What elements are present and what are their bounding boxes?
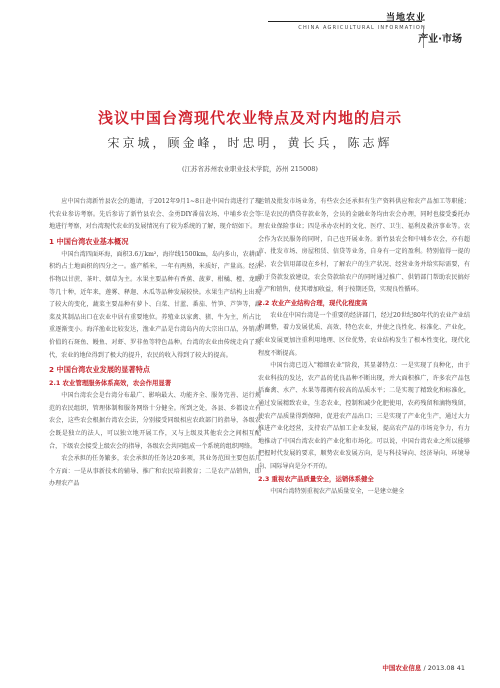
article-authors: 宋京城，顾金峰，时忠明，黄长兵，陈志辉 <box>107 136 393 150</box>
footer-magazine: 中国农业信息 <box>382 664 422 672</box>
page-number: 41 <box>456 664 465 672</box>
page-footer <box>382 663 465 672</box>
paragraph: 应中国台湾新竹县农会的邀请，于2012年9月1~8日赴中国台湾进行了现代农业参访考察。先后参访了新竹县农会、金勇DIY番茄农场、中埔乡农会等地进行考察，对台湾现代农业的发展情况有了较为系统的了解，现介绍如下。 <box>49 198 261 231</box>
paragraph: 运销及批发市场业务，有些农会还承担有生产资料供应和农产品加工等职能；三是农民的借贷存款业务，会员的金融业务均由农会办理，同时也接受委托办理农业保险事业；四是承办农村的文化、医疗、卫生、福利及救济事业等。农会作为农民服务的同时，自己也开展业务。新竹县农会和中埔乡农会，亦有超市、批发市场、房屋租赁、信贷等业务，自身有一定的盈利。特别值得一提的是，农会信用部设在乡村，了解农户的生产状况、经营业务并给实际需要，有助于贷款发放建设，农会贷款给农户的同时通过推广、供销部门帮助农民搞好生产和销售，使其增加收益，利于按期还贷，实现良性循环。 <box>258 198 470 294</box>
footer-issue: / 2013.08 <box>423 664 455 672</box>
paragraph: 农会承担的任务繁多，农会承担的任务达20多项，其业务范围主要包括几个方面：一是从事新技术的辅导、推广和农民培训教育；二是农产品销售，即办理农产品 <box>49 455 261 488</box>
brand-chinese: 当地农业 <box>385 13 426 23</box>
paragraph: 中国台湾农会是台湾分布最广、影响最大、功能齐全、服务完善、运行规范的农民组织，管理体制和服务网络十分健全。所到之处，各县、乡都设立有农会，这些农会根据台湾农会法，分别接受同级相应农政部门的指导，各级农会既是独立的法人，可以独立地开展工作，又与上级及其他农会之间相互配合，下级农会接受上级农会的指导，各级农会共同组成一个系统的组织网络。 <box>49 392 261 450</box>
article-title: 浅议中国台湾现代农业特点及对内地的启示 <box>97 109 402 127</box>
header-rule <box>268 21 422 22</box>
subsection-heading: 2.1 农业管理服务体系高效，农会作用显著 <box>49 379 172 388</box>
left-column <box>49 196 261 491</box>
section-label: 产业·市场 <box>418 34 462 45</box>
subsection-heading: 2.3 重视农产品质量安全，运销体系健全 <box>258 475 374 484</box>
paragraph: 中国台湾四面环海，面积3.6万km²，海岸线1500km，岛内多山，农耕面积约占土地面积的四分之一。盛产稻米，一年有两熟，米质好，产量高。经济作物以甘蔗、茶叶、烟草为主。水果主要品种有香蕉、菠萝、柑橘、橙、龙眼等几十种，近年来，莲雾、释迦、木瓜等品种发展较快。水果生产结构上出现了较大的变化，蔬菜主要品种有萝卜、白菜、甘蓝、番茄、竹笋、芦笋等，蔬菜及其制品出口在农业中居有重要地位。养殖业以家禽、猪、牛为主，所占比重逐渐变小。海洋渔业比较发达，渔业产品是台湾岛内的大宗出口品，外销高价值的石斑鱼、鳗鱼、对虾、罗非鱼等特色品种。台湾的农业由传统走向了现代，农业的地位得到了极大的提升，农民的收入得到了较大的提高。 <box>49 250 261 359</box>
right-column <box>258 196 470 499</box>
paragraph: 中国台湾特别重视农产品质量安全，一是建立健全 <box>270 488 405 496</box>
paragraph: 农业在中国台湾是一个重要的经济部门，经过20世纪80年代的农业产业结构调整，着力发展优质、高效、特色农业，并使之良性化、标准化、产业化，农业发展更加注重利用地理、区位优势，农业结构发生了根本性变化，现代化程度不断提高。 <box>258 311 470 357</box>
subsection-heading: 2.2 农业产业结构合理，现代化程度高 <box>258 298 368 307</box>
article-affiliation: (江苏省苏州农业职业技术学院，苏州 215008) <box>182 165 318 173</box>
brand-english: CHINA AGRICULTURAL INFORMATION <box>298 25 426 31</box>
section-heading: 1 中国台湾农业基本概况 <box>49 236 129 246</box>
section-heading: 2 中国台湾农业发展的显著特点 <box>49 365 150 375</box>
paragraph: 中国台湾已迈入"精细农业"阶段，其显著特点：一是实现了良种化，由于农业科技的发达，农产品的优良品种不断出现，并大面积推广，许多农产品包括畜禽、水产、水果等都拥有较高的品质水平；二是实现了精致化和标准化，通过发展精致农业，生态农业，控制和减少化肥使用，农药残留和滴物残留，使农产品质量得到保障，促进农产品出口；三是实现了产业化生产，通过大力推进产业化经营，支持农产品加工企业发展，提高农产品的市场竞争力，有力地推动了中国台湾农业的产业化和市场化。可以说，中国台湾农业之所以能够把握时代发展的要求，顺势农业发展方向，是与科技导向、经济导向、环境导向、国际导向是分不开的。 <box>258 362 470 470</box>
